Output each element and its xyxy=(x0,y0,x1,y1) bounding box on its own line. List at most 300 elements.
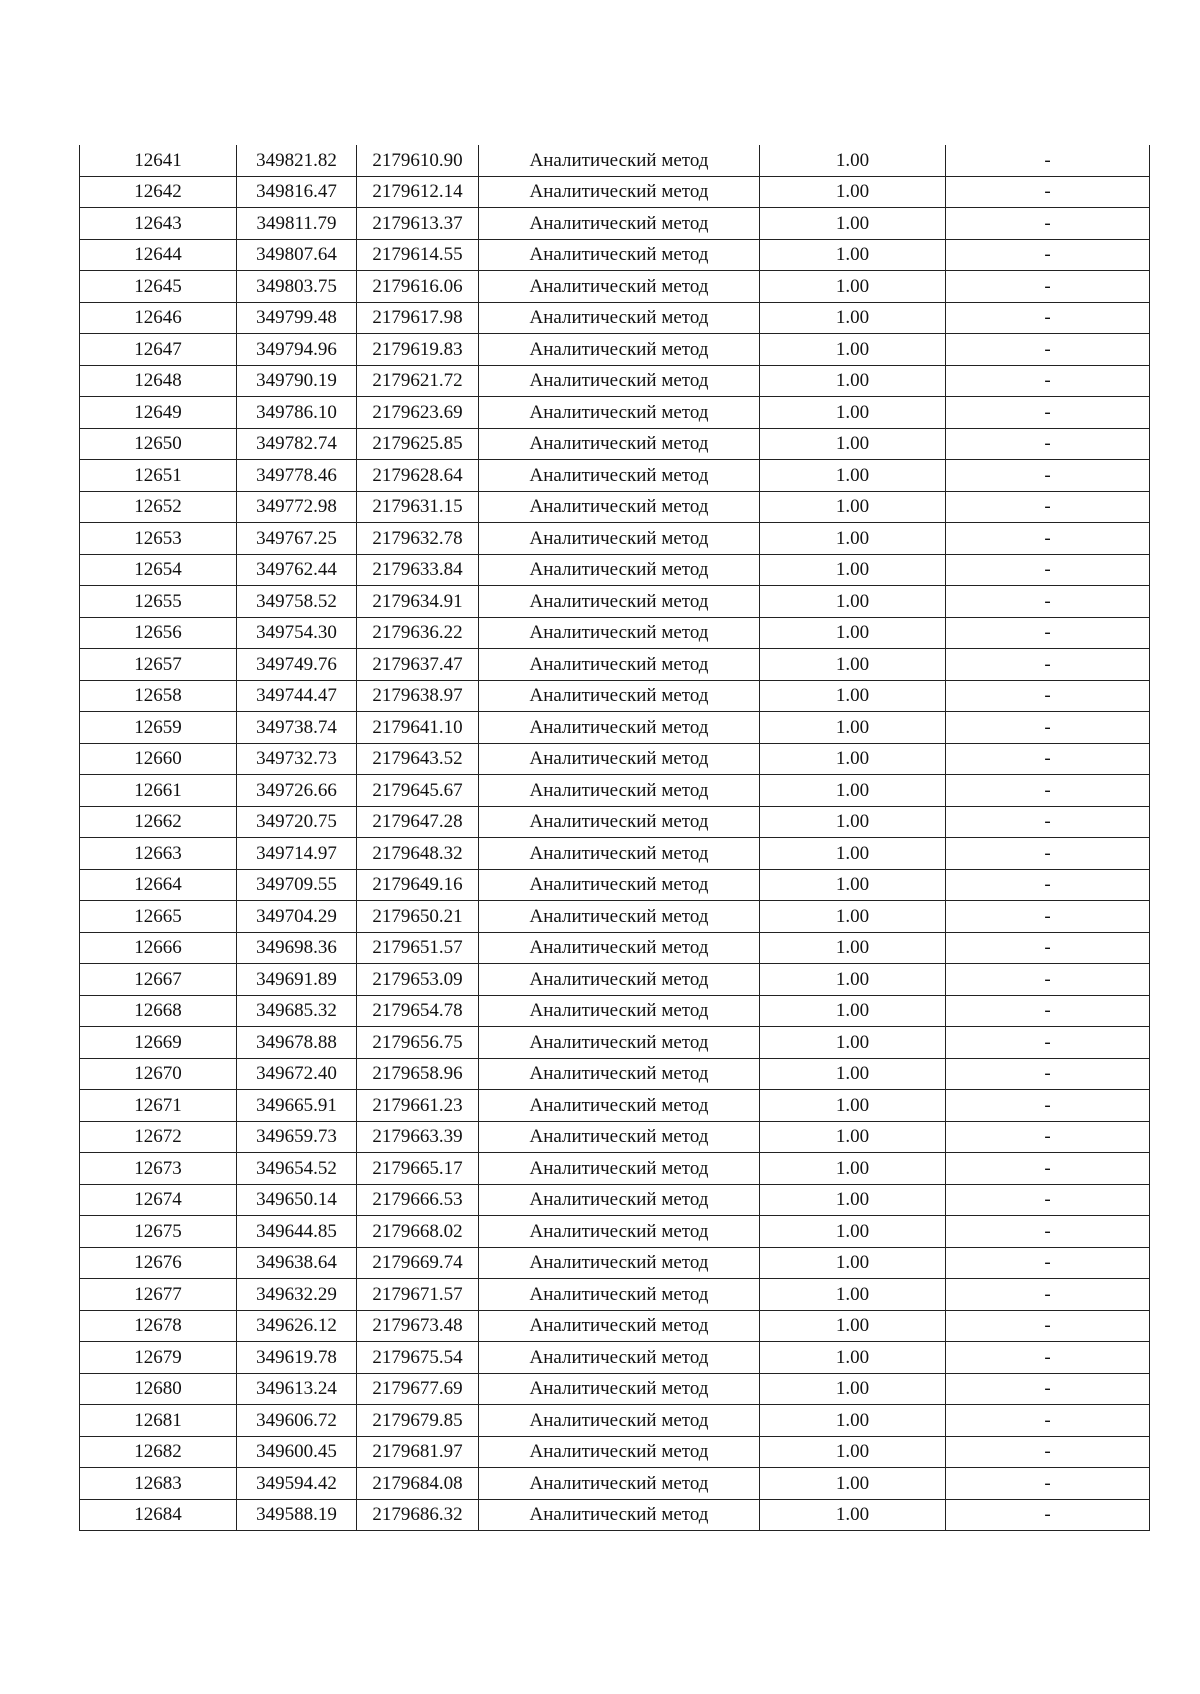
table-row xyxy=(80,176,1150,208)
y-coordinate-cell: 2179621.72 xyxy=(357,365,479,397)
method-cell: Аналитический метод xyxy=(479,1247,760,1279)
accuracy-cell: 1.00 xyxy=(760,271,946,303)
method-cell: Аналитический метод xyxy=(479,712,760,744)
note-cell: - xyxy=(946,649,1150,681)
table-row xyxy=(80,460,1150,492)
method-cell: Аналитический метод xyxy=(479,1153,760,1185)
y-coordinate-cell: 2179617.98 xyxy=(357,302,479,334)
x-coordinate-cell: 349632.29 xyxy=(237,1279,357,1311)
point-number-cell: 12660 xyxy=(80,743,237,775)
table-row xyxy=(80,554,1150,586)
point-number-cell: 12671 xyxy=(80,1090,237,1122)
table-row xyxy=(80,932,1150,964)
y-coordinate-cell: 2179669.74 xyxy=(357,1247,479,1279)
point-number-cell: 12668 xyxy=(80,995,237,1027)
y-coordinate-cell: 2179651.57 xyxy=(357,932,479,964)
point-number-cell: 12678 xyxy=(80,1310,237,1342)
y-coordinate-cell: 2179614.55 xyxy=(357,239,479,271)
method-cell: Аналитический метод xyxy=(479,1342,760,1374)
point-number-cell: 12652 xyxy=(80,491,237,523)
accuracy-cell: 1.00 xyxy=(760,491,946,523)
note-cell: - xyxy=(946,1342,1150,1374)
y-coordinate-cell: 2179665.17 xyxy=(357,1153,479,1185)
accuracy-cell: 1.00 xyxy=(760,554,946,586)
point-number-cell: 12664 xyxy=(80,869,237,901)
y-coordinate-cell: 2179632.78 xyxy=(357,523,479,555)
table-row xyxy=(80,145,1150,176)
note-cell: - xyxy=(946,239,1150,271)
table-row xyxy=(80,649,1150,681)
point-number-cell: 12663 xyxy=(80,838,237,870)
y-coordinate-cell: 2179649.16 xyxy=(357,869,479,901)
point-number-cell: 12651 xyxy=(80,460,237,492)
y-coordinate-cell: 2179633.84 xyxy=(357,554,479,586)
note-cell: - xyxy=(946,271,1150,303)
table-row xyxy=(80,208,1150,240)
accuracy-cell: 1.00 xyxy=(760,145,946,176)
y-coordinate-cell: 2179679.85 xyxy=(357,1405,479,1437)
table-row xyxy=(80,743,1150,775)
method-cell: Аналитический метод xyxy=(479,1279,760,1311)
accuracy-cell: 1.00 xyxy=(760,1058,946,1090)
note-cell: - xyxy=(946,428,1150,460)
note-cell: - xyxy=(946,901,1150,933)
y-coordinate-cell: 2179634.91 xyxy=(357,586,479,618)
table-row xyxy=(80,271,1150,303)
method-cell: Аналитический метод xyxy=(479,1121,760,1153)
table-body xyxy=(80,145,1150,1531)
note-cell: - xyxy=(946,775,1150,807)
point-number-cell: 12669 xyxy=(80,1027,237,1059)
point-number-cell: 12677 xyxy=(80,1279,237,1311)
y-coordinate-cell: 2179641.10 xyxy=(357,712,479,744)
x-coordinate-cell: 349606.72 xyxy=(237,1405,357,1437)
method-cell: Аналитический метод xyxy=(479,617,760,649)
note-cell: - xyxy=(946,932,1150,964)
method-cell: Аналитический метод xyxy=(479,995,760,1027)
x-coordinate-cell: 349799.48 xyxy=(237,302,357,334)
accuracy-cell: 1.00 xyxy=(760,586,946,618)
x-coordinate-cell: 349782.74 xyxy=(237,428,357,460)
y-coordinate-cell: 2179648.32 xyxy=(357,838,479,870)
accuracy-cell: 1.00 xyxy=(760,869,946,901)
accuracy-cell: 1.00 xyxy=(760,838,946,870)
table-row xyxy=(80,838,1150,870)
point-number-cell: 12684 xyxy=(80,1499,237,1531)
note-cell: - xyxy=(946,743,1150,775)
x-coordinate-cell: 349758.52 xyxy=(237,586,357,618)
method-cell: Аналитический метод xyxy=(479,743,760,775)
table-row xyxy=(80,869,1150,901)
note-cell: - xyxy=(946,523,1150,555)
table-row xyxy=(80,1468,1150,1500)
method-cell: Аналитический метод xyxy=(479,365,760,397)
point-number-cell: 12644 xyxy=(80,239,237,271)
coordinates-table xyxy=(79,145,1150,1531)
table-row xyxy=(80,1216,1150,1248)
y-coordinate-cell: 2179645.67 xyxy=(357,775,479,807)
table-row xyxy=(80,1184,1150,1216)
method-cell: Аналитический метод xyxy=(479,523,760,555)
note-cell: - xyxy=(946,554,1150,586)
method-cell: Аналитический метод xyxy=(479,1058,760,1090)
table-row xyxy=(80,302,1150,334)
point-number-cell: 12666 xyxy=(80,932,237,964)
table-row xyxy=(80,1342,1150,1374)
x-coordinate-cell: 349767.25 xyxy=(237,523,357,555)
y-coordinate-cell: 2179668.02 xyxy=(357,1216,479,1248)
x-coordinate-cell: 349749.76 xyxy=(237,649,357,681)
method-cell: Аналитический метод xyxy=(479,964,760,996)
y-coordinate-cell: 2179636.22 xyxy=(357,617,479,649)
table-row xyxy=(80,1405,1150,1437)
x-coordinate-cell: 349650.14 xyxy=(237,1184,357,1216)
x-coordinate-cell: 349698.36 xyxy=(237,932,357,964)
accuracy-cell: 1.00 xyxy=(760,712,946,744)
accuracy-cell: 1.00 xyxy=(760,239,946,271)
x-coordinate-cell: 349654.52 xyxy=(237,1153,357,1185)
note-cell: - xyxy=(946,397,1150,429)
note-cell: - xyxy=(946,680,1150,712)
method-cell: Аналитический метод xyxy=(479,302,760,334)
table-row xyxy=(80,964,1150,996)
note-cell: - xyxy=(946,1058,1150,1090)
note-cell: - xyxy=(946,1499,1150,1531)
table-row xyxy=(80,775,1150,807)
x-coordinate-cell: 349738.74 xyxy=(237,712,357,744)
table-row xyxy=(80,901,1150,933)
x-coordinate-cell: 349613.24 xyxy=(237,1373,357,1405)
y-coordinate-cell: 2179637.47 xyxy=(357,649,479,681)
point-number-cell: 12672 xyxy=(80,1121,237,1153)
table-row xyxy=(80,397,1150,429)
y-coordinate-cell: 2179619.83 xyxy=(357,334,479,366)
method-cell: Аналитический метод xyxy=(479,428,760,460)
method-cell: Аналитический метод xyxy=(479,1216,760,1248)
point-number-cell: 12681 xyxy=(80,1405,237,1437)
accuracy-cell: 1.00 xyxy=(760,1184,946,1216)
note-cell: - xyxy=(946,1436,1150,1468)
method-cell: Аналитический метод xyxy=(479,649,760,681)
y-coordinate-cell: 2179666.53 xyxy=(357,1184,479,1216)
accuracy-cell: 1.00 xyxy=(760,775,946,807)
method-cell: Аналитический метод xyxy=(479,176,760,208)
point-number-cell: 12665 xyxy=(80,901,237,933)
point-number-cell: 12676 xyxy=(80,1247,237,1279)
accuracy-cell: 1.00 xyxy=(760,932,946,964)
method-cell: Аналитический метод xyxy=(479,680,760,712)
x-coordinate-cell: 349803.75 xyxy=(237,271,357,303)
table-row xyxy=(80,334,1150,366)
note-cell: - xyxy=(946,869,1150,901)
table-row xyxy=(80,1121,1150,1153)
point-number-cell: 12649 xyxy=(80,397,237,429)
method-cell: Аналитический метод xyxy=(479,460,760,492)
y-coordinate-cell: 2179658.96 xyxy=(357,1058,479,1090)
note-cell: - xyxy=(946,145,1150,176)
accuracy-cell: 1.00 xyxy=(760,1121,946,1153)
method-cell: Аналитический метод xyxy=(479,806,760,838)
y-coordinate-cell: 2179684.08 xyxy=(357,1468,479,1500)
method-cell: Аналитический метод xyxy=(479,208,760,240)
y-coordinate-cell: 2179663.39 xyxy=(357,1121,479,1153)
y-coordinate-cell: 2179631.15 xyxy=(357,491,479,523)
note-cell: - xyxy=(946,1153,1150,1185)
x-coordinate-cell: 349659.73 xyxy=(237,1121,357,1153)
point-number-cell: 12670 xyxy=(80,1058,237,1090)
note-cell: - xyxy=(946,806,1150,838)
accuracy-cell: 1.00 xyxy=(760,680,946,712)
method-cell: Аналитический метод xyxy=(479,775,760,807)
note-cell: - xyxy=(946,1310,1150,1342)
x-coordinate-cell: 349821.82 xyxy=(237,145,357,176)
table-row xyxy=(80,712,1150,744)
table-row xyxy=(80,806,1150,838)
accuracy-cell: 1.00 xyxy=(760,1468,946,1500)
table-row xyxy=(80,1279,1150,1311)
point-number-cell: 12648 xyxy=(80,365,237,397)
y-coordinate-cell: 2179671.57 xyxy=(357,1279,479,1311)
x-coordinate-cell: 349790.19 xyxy=(237,365,357,397)
method-cell: Аналитический метод xyxy=(479,586,760,618)
point-number-cell: 12655 xyxy=(80,586,237,618)
point-number-cell: 12641 xyxy=(80,145,237,176)
accuracy-cell: 1.00 xyxy=(760,1499,946,1531)
x-coordinate-cell: 349778.46 xyxy=(237,460,357,492)
note-cell: - xyxy=(946,1247,1150,1279)
point-number-cell: 12643 xyxy=(80,208,237,240)
point-number-cell: 12656 xyxy=(80,617,237,649)
y-coordinate-cell: 2179643.52 xyxy=(357,743,479,775)
y-coordinate-cell: 2179647.28 xyxy=(357,806,479,838)
y-coordinate-cell: 2179613.37 xyxy=(357,208,479,240)
table-row xyxy=(80,1027,1150,1059)
method-cell: Аналитический метод xyxy=(479,239,760,271)
x-coordinate-cell: 349726.66 xyxy=(237,775,357,807)
point-number-cell: 12683 xyxy=(80,1468,237,1500)
point-number-cell: 12657 xyxy=(80,649,237,681)
method-cell: Аналитический метод xyxy=(479,1184,760,1216)
note-cell: - xyxy=(946,995,1150,1027)
y-coordinate-cell: 2179677.69 xyxy=(357,1373,479,1405)
accuracy-cell: 1.00 xyxy=(760,1153,946,1185)
note-cell: - xyxy=(946,1405,1150,1437)
note-cell: - xyxy=(946,334,1150,366)
x-coordinate-cell: 349626.12 xyxy=(237,1310,357,1342)
note-cell: - xyxy=(946,617,1150,649)
method-cell: Аналитический метод xyxy=(479,838,760,870)
table-row xyxy=(80,491,1150,523)
y-coordinate-cell: 2179623.69 xyxy=(357,397,479,429)
y-coordinate-cell: 2179625.85 xyxy=(357,428,479,460)
accuracy-cell: 1.00 xyxy=(760,523,946,555)
accuracy-cell: 1.00 xyxy=(760,397,946,429)
table-row xyxy=(80,428,1150,460)
accuracy-cell: 1.00 xyxy=(760,1247,946,1279)
method-cell: Аналитический метод xyxy=(479,1468,760,1500)
x-coordinate-cell: 349811.79 xyxy=(237,208,357,240)
point-number-cell: 12673 xyxy=(80,1153,237,1185)
y-coordinate-cell: 2179650.21 xyxy=(357,901,479,933)
method-cell: Аналитический метод xyxy=(479,1027,760,1059)
point-number-cell: 12650 xyxy=(80,428,237,460)
x-coordinate-cell: 349678.88 xyxy=(237,1027,357,1059)
y-coordinate-cell: 2179675.54 xyxy=(357,1342,479,1374)
table-row xyxy=(80,1310,1150,1342)
method-cell: Аналитический метод xyxy=(479,491,760,523)
accuracy-cell: 1.00 xyxy=(760,1342,946,1374)
y-coordinate-cell: 2179610.90 xyxy=(357,145,479,176)
x-coordinate-cell: 349691.89 xyxy=(237,964,357,996)
x-coordinate-cell: 349772.98 xyxy=(237,491,357,523)
y-coordinate-cell: 2179653.09 xyxy=(357,964,479,996)
accuracy-cell: 1.00 xyxy=(760,995,946,1027)
accuracy-cell: 1.00 xyxy=(760,365,946,397)
accuracy-cell: 1.00 xyxy=(760,1310,946,1342)
y-coordinate-cell: 2179656.75 xyxy=(357,1027,479,1059)
method-cell: Аналитический метод xyxy=(479,1436,760,1468)
x-coordinate-cell: 349638.64 xyxy=(237,1247,357,1279)
y-coordinate-cell: 2179616.06 xyxy=(357,271,479,303)
note-cell: - xyxy=(946,1468,1150,1500)
point-number-cell: 12680 xyxy=(80,1373,237,1405)
x-coordinate-cell: 349704.29 xyxy=(237,901,357,933)
note-cell: - xyxy=(946,1373,1150,1405)
x-coordinate-cell: 349709.55 xyxy=(237,869,357,901)
table-row xyxy=(80,1058,1150,1090)
note-cell: - xyxy=(946,1090,1150,1122)
point-number-cell: 12661 xyxy=(80,775,237,807)
note-cell: - xyxy=(946,460,1150,492)
note-cell: - xyxy=(946,1027,1150,1059)
point-number-cell: 12646 xyxy=(80,302,237,334)
y-coordinate-cell: 2179638.97 xyxy=(357,680,479,712)
accuracy-cell: 1.00 xyxy=(760,1027,946,1059)
point-number-cell: 12642 xyxy=(80,176,237,208)
y-coordinate-cell: 2179673.48 xyxy=(357,1310,479,1342)
note-cell: - xyxy=(946,712,1150,744)
x-coordinate-cell: 349786.10 xyxy=(237,397,357,429)
method-cell: Аналитический метод xyxy=(479,1310,760,1342)
note-cell: - xyxy=(946,365,1150,397)
table-row xyxy=(80,365,1150,397)
point-number-cell: 12647 xyxy=(80,334,237,366)
point-number-cell: 12659 xyxy=(80,712,237,744)
x-coordinate-cell: 349754.30 xyxy=(237,617,357,649)
x-coordinate-cell: 349619.78 xyxy=(237,1342,357,1374)
accuracy-cell: 1.00 xyxy=(760,1436,946,1468)
x-coordinate-cell: 349588.19 xyxy=(237,1499,357,1531)
accuracy-cell: 1.00 xyxy=(760,1216,946,1248)
point-number-cell: 12675 xyxy=(80,1216,237,1248)
x-coordinate-cell: 349714.97 xyxy=(237,838,357,870)
x-coordinate-cell: 349720.75 xyxy=(237,806,357,838)
point-number-cell: 12682 xyxy=(80,1436,237,1468)
method-cell: Аналитический метод xyxy=(479,932,760,964)
method-cell: Аналитический метод xyxy=(479,1373,760,1405)
method-cell: Аналитический метод xyxy=(479,271,760,303)
method-cell: Аналитический метод xyxy=(479,1090,760,1122)
method-cell: Аналитический метод xyxy=(479,554,760,586)
table-row xyxy=(80,1247,1150,1279)
table-row xyxy=(80,1499,1150,1531)
method-cell: Аналитический метод xyxy=(479,869,760,901)
accuracy-cell: 1.00 xyxy=(760,428,946,460)
note-cell: - xyxy=(946,491,1150,523)
note-cell: - xyxy=(946,1121,1150,1153)
point-number-cell: 12645 xyxy=(80,271,237,303)
method-cell: Аналитический метод xyxy=(479,1405,760,1437)
note-cell: - xyxy=(946,1279,1150,1311)
x-coordinate-cell: 349732.73 xyxy=(237,743,357,775)
accuracy-cell: 1.00 xyxy=(760,460,946,492)
x-coordinate-cell: 349672.40 xyxy=(237,1058,357,1090)
method-cell: Аналитический метод xyxy=(479,901,760,933)
point-number-cell: 12662 xyxy=(80,806,237,838)
x-coordinate-cell: 349816.47 xyxy=(237,176,357,208)
x-coordinate-cell: 349685.32 xyxy=(237,995,357,1027)
x-coordinate-cell: 349762.44 xyxy=(237,554,357,586)
table-row xyxy=(80,680,1150,712)
method-cell: Аналитический метод xyxy=(479,1499,760,1531)
accuracy-cell: 1.00 xyxy=(760,1373,946,1405)
y-coordinate-cell: 2179628.64 xyxy=(357,460,479,492)
table-row xyxy=(80,995,1150,1027)
accuracy-cell: 1.00 xyxy=(760,1279,946,1311)
x-coordinate-cell: 349794.96 xyxy=(237,334,357,366)
point-number-cell: 12674 xyxy=(80,1184,237,1216)
table-row xyxy=(80,239,1150,271)
point-number-cell: 12658 xyxy=(80,680,237,712)
table-row xyxy=(80,1153,1150,1185)
accuracy-cell: 1.00 xyxy=(760,806,946,838)
x-coordinate-cell: 349807.64 xyxy=(237,239,357,271)
note-cell: - xyxy=(946,1184,1150,1216)
note-cell: - xyxy=(946,176,1150,208)
point-number-cell: 12667 xyxy=(80,964,237,996)
x-coordinate-cell: 349644.85 xyxy=(237,1216,357,1248)
x-coordinate-cell: 349744.47 xyxy=(237,680,357,712)
table-row xyxy=(80,1090,1150,1122)
note-cell: - xyxy=(946,1216,1150,1248)
note-cell: - xyxy=(946,964,1150,996)
point-number-cell: 12654 xyxy=(80,554,237,586)
accuracy-cell: 1.00 xyxy=(760,208,946,240)
y-coordinate-cell: 2179661.23 xyxy=(357,1090,479,1122)
method-cell: Аналитический метод xyxy=(479,145,760,176)
method-cell: Аналитический метод xyxy=(479,397,760,429)
accuracy-cell: 1.00 xyxy=(760,649,946,681)
table-row xyxy=(80,617,1150,649)
accuracy-cell: 1.00 xyxy=(760,302,946,334)
accuracy-cell: 1.00 xyxy=(760,743,946,775)
accuracy-cell: 1.00 xyxy=(760,901,946,933)
accuracy-cell: 1.00 xyxy=(760,964,946,996)
x-coordinate-cell: 349665.91 xyxy=(237,1090,357,1122)
note-cell: - xyxy=(946,302,1150,334)
x-coordinate-cell: 349594.42 xyxy=(237,1468,357,1500)
table-row xyxy=(80,1373,1150,1405)
accuracy-cell: 1.00 xyxy=(760,334,946,366)
note-cell: - xyxy=(946,586,1150,618)
x-coordinate-cell: 349600.45 xyxy=(237,1436,357,1468)
table-row xyxy=(80,523,1150,555)
y-coordinate-cell: 2179612.14 xyxy=(357,176,479,208)
point-number-cell: 12679 xyxy=(80,1342,237,1374)
y-coordinate-cell: 2179681.97 xyxy=(357,1436,479,1468)
y-coordinate-cell: 2179686.32 xyxy=(357,1499,479,1531)
accuracy-cell: 1.00 xyxy=(760,176,946,208)
